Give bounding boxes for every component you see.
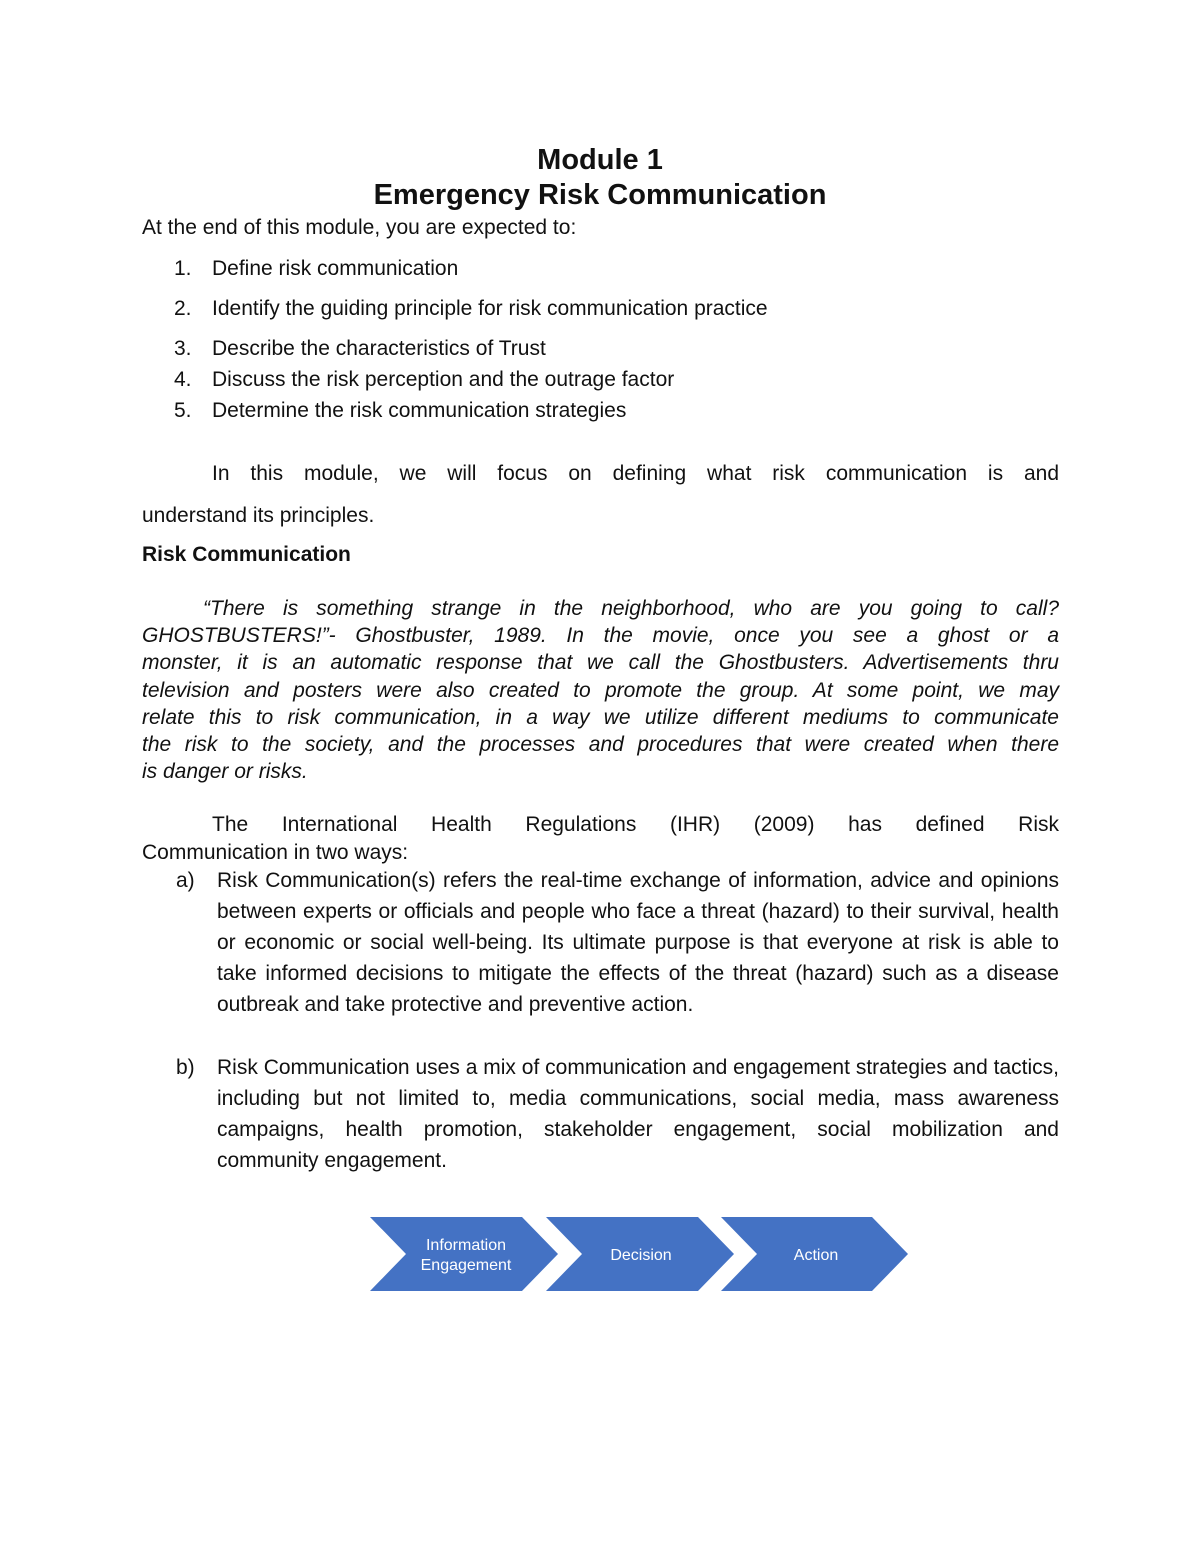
process-flow-diagram <box>360 1210 920 1300</box>
list-item-number: 5. <box>174 399 192 422</box>
process-step-label: Decision <box>610 1247 672 1264</box>
focus-paragraph-line2: understand its principles. <box>142 504 375 527</box>
module-number-title: Module 1 <box>537 144 663 176</box>
list-item-number: 4. <box>174 368 192 391</box>
quote-line: is danger or risks. <box>142 760 308 784</box>
quote-line: relate this to risk communication, in a way we utilize different mediums to communicate <box>142 705 1059 729</box>
objectives-intro: At the end of this module, you are expected to: <box>142 216 577 239</box>
process-step-label: Action <box>793 1247 839 1264</box>
list-item: Identify the guiding principle for risk communication practice <box>212 297 768 320</box>
list-item: Define risk communication <box>212 257 459 280</box>
section-heading: Risk Communication <box>142 543 351 566</box>
quote-line: television and posters were also created to promote the group. At some point, we may <box>142 678 1059 702</box>
list-item: Describe the characteristics of Trust <box>212 337 546 360</box>
process-step-label: Information <box>425 1237 507 1254</box>
quote-line: monster, it is an automatic response that we call the Ghostbusters. Advertisements thru <box>142 651 1059 675</box>
ihr-paragraph-line1: The International Health Regulations (IHR) (2009) has defined Risk <box>212 813 1059 836</box>
list-item: Risk Communication(s) refers the real-time exchange of information, advice and opinions between experts or officials and people who face a threat (hazard) to their survival, health or economic or social well-being. Its ultimate purpose is that everyone at risk is able to take informed decisions to mitigate the effects of the threat (hazard) such as a disease outbreak and take protective and preventive action. <box>217 869 1059 1016</box>
list-item: Risk Communication uses a mix of communication and engagement strategies and tactics, including but not limited to, media communications, social media, mass awareness campaigns, health promotion, stakeholder engagement, social mobilization and community engagement. <box>217 1056 1059 1172</box>
quote-line: GHOSTBUSTERS!”- Ghostbuster, 1989. In the movie, once you see a ghost or a <box>142 624 1059 648</box>
quote-paragraph <box>142 595 1059 785</box>
list-item: Discuss the risk perception and the outrage factor <box>212 368 675 391</box>
module-title: Emergency Risk Communication <box>373 179 827 211</box>
focus-paragraph-line1: In this module, we will focus on defining what risk communication is and <box>212 462 1059 485</box>
process-step-decision <box>546 1217 734 1291</box>
list-item: Determine the risk communication strategies <box>212 399 627 422</box>
list-item-number: 2. <box>174 297 192 320</box>
ihr-paragraph-line2: Communication in two ways: <box>142 841 409 864</box>
list-item-number: 3. <box>174 337 192 360</box>
quote-line: the risk to the society, and the processes and procedures that were created when there <box>142 733 1059 757</box>
process-step-label: Engagement <box>420 1257 512 1274</box>
list-item-number: 1. <box>174 257 192 280</box>
list-item-label: a) <box>176 869 195 892</box>
quote-line: “There is something strange in the neighborhood, who are you going to call? <box>203 597 1059 620</box>
list-item-label: b) <box>176 1056 195 1079</box>
chevron-shape <box>370 1217 558 1291</box>
process-step-action <box>721 1217 908 1291</box>
process-step-information-engagement <box>370 1217 558 1291</box>
